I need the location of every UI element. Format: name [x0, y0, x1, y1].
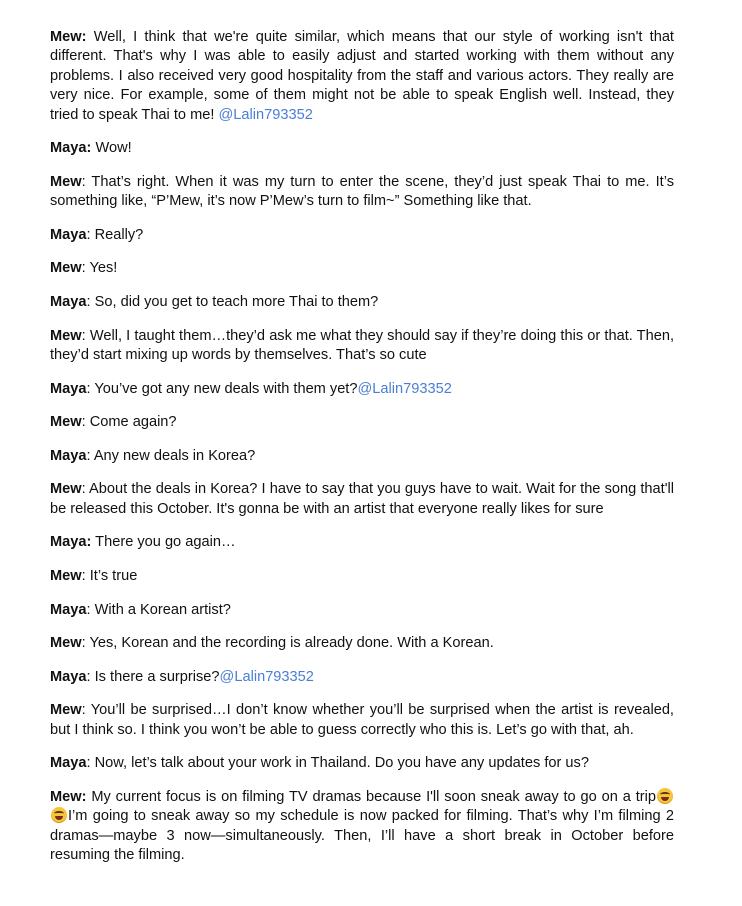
- speaker-name: Maya: [50, 668, 87, 685]
- dialogue-text: : That’s right. When it was my turn to enter the scene, they’d just speak Thai to me. It’s something like, “P’Mew, it’s now P’Mew’s turn to film~” Something like that.: [50, 173, 674, 210]
- transcript-paragraph: [50, 380, 674, 399]
- speaker-name: Mew: [50, 327, 82, 344]
- speaker-name: Mew: [50, 702, 82, 719]
- transcript-paragraph: [50, 226, 674, 245]
- transcript-paragraph: [50, 259, 674, 278]
- speaker-name: Mew: [50, 414, 82, 431]
- transcript-paragraph: [50, 668, 674, 687]
- speaker-name: Maya: [50, 534, 87, 551]
- speaker-name: Mew: [50, 260, 82, 277]
- dialogue-text: Wow!: [91, 140, 132, 157]
- dialogue-text: : Come again?: [81, 414, 177, 431]
- speaker-name: Mew: [50, 173, 82, 190]
- speaker-name: Maya: [50, 226, 87, 243]
- speaker-name: Mew: [50, 29, 82, 45]
- dialogue-text: : Well, I taught them…they’d ask me what they should say if they’re doing this or that. Then, they’d start mixing up words by themselves. That’s so cute: [50, 327, 674, 363]
- dialogue-text: : You’ve got any new deals with them yet?: [86, 380, 358, 397]
- speaker-colon: :: [86, 534, 92, 551]
- speaker-colon: :: [86, 140, 92, 157]
- dialogue-text: : Now, let’s talk about your work in Thailand. Do you have any updates for us?: [86, 755, 589, 772]
- speaker-name: Maya: [50, 380, 87, 397]
- user-mention-link[interactable]: @Lalin793352: [218, 106, 313, 123]
- speaker-name: Maya: [50, 447, 87, 464]
- transcript-paragraph: [50, 601, 674, 620]
- transcript-paragraph: [50, 447, 674, 466]
- transcript-paragraph: [50, 533, 674, 552]
- dialogue-text: Well, I think that we're quite similar, which means that our style of working isn't that different. That's why I was able to easily adjust and started working with them without any problems. I also received very good hospitality from the staff and various actors. They really are very nice. For example, some of them might not be able to speak English well. Instead, they tried to speak Thai to me!: [50, 29, 674, 123]
- transcript-paragraph: [50, 327, 674, 366]
- speaker-colon: :: [81, 788, 87, 805]
- dialogue-text: : It’s true: [81, 567, 138, 584]
- transcript-paragraph: [50, 173, 674, 212]
- face-with-tears-of-joy-icon: [51, 807, 67, 823]
- transcript-document: [50, 28, 674, 880]
- transcript-paragraph: [50, 28, 674, 125]
- user-mention-link[interactable]: @Lalin793352: [219, 668, 314, 685]
- speaker-name: Maya: [50, 294, 87, 310]
- speaker-name: Maya: [50, 755, 87, 772]
- dialogue-text: There you go again…: [91, 534, 236, 551]
- transcript-paragraph: [50, 634, 674, 653]
- transcript-paragraph: [50, 701, 674, 740]
- transcript-paragraph: [50, 413, 674, 432]
- speaker-name: Mew: [50, 567, 82, 584]
- speaker-name: Maya: [50, 140, 87, 157]
- dialogue-text: : Is there a surprise?: [86, 668, 220, 685]
- transcript-paragraph: [50, 480, 674, 519]
- transcript-paragraph: [50, 139, 674, 158]
- transcript-paragraph: [50, 788, 674, 866]
- dialogue-text: : You’ll be surprised…I don’t know whether you’ll be surprised when the artist is revealed, but I think so. I think you won’t be able to guess correctly who this is. Let’s go with that, ah.: [50, 702, 674, 738]
- speaker-colon: :: [81, 29, 87, 45]
- dialogue-text: : Really?: [86, 226, 144, 243]
- speaker-name: Mew: [50, 635, 82, 652]
- dialogue-text: I’m going to sneak away so my schedule is now packed for filming. That’s why I’m filming 2 dramas—maybe 3 now—simultaneously. Then, I’ll have a short break in October before resuming the filming.: [50, 808, 674, 864]
- dialogue-text: : About the deals in Korea? I have to say that you guys have to wait. Wait for the song that'll be released this October. It's gonna be with an artist that everyone really likes for sure: [50, 481, 674, 517]
- face-with-tears-of-joy-icon: [657, 788, 673, 804]
- user-mention-link[interactable]: @Lalin793352: [357, 380, 452, 397]
- dialogue-text: : Yes!: [81, 260, 118, 277]
- dialogue-text: : Yes, Korean and the recording is already done. With a Korean.: [81, 635, 494, 652]
- transcript-paragraph: [50, 754, 674, 773]
- speaker-name: Mew: [50, 481, 82, 498]
- transcript-paragraph: [50, 567, 674, 586]
- dialogue-text: : With a Korean artist?: [86, 601, 231, 618]
- transcript-paragraph: [50, 293, 674, 312]
- dialogue-text: My current focus is on filming TV dramas because I'll soon sneak away to go on a trip: [86, 788, 656, 805]
- speaker-name: Mew: [50, 788, 82, 805]
- speaker-name: Maya: [50, 601, 87, 618]
- dialogue-text: : Any new deals in Korea?: [86, 447, 256, 464]
- dialogue-text: : So, did you get to teach more Thai to them?: [86, 294, 379, 310]
